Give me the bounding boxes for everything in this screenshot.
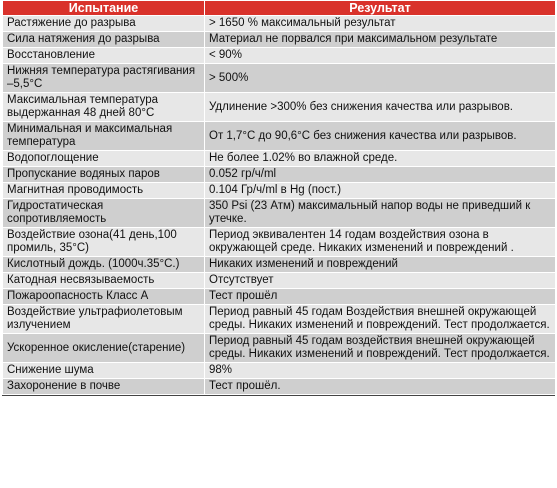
table-row: [3, 379, 556, 395]
test-result-cell: Период эквивалентен 14 годам воздействия озона в окружающей среде. Никаких изменений и повреждений .: [205, 228, 556, 257]
test-name-cell: Максимальная температура выдержанная 48 дней 80°С: [3, 93, 205, 122]
test-name-cell: Кислотный дождь. (1000ч.35°С.): [3, 257, 205, 273]
table-row: [3, 305, 556, 334]
test-name-cell: Пожароопасность Класс А: [3, 289, 205, 305]
header-test: Испытание: [3, 1, 205, 16]
table-row: [3, 48, 556, 64]
test-name-cell: Восстановление: [3, 48, 205, 64]
table-row: [3, 273, 556, 289]
table-row: [3, 334, 556, 363]
table-row: [3, 257, 556, 273]
test-result-cell: Период равный 45 годам воздействия внешней окружающей среды. Никаких изменений и повреждений. Тест продолжается.: [205, 334, 556, 363]
test-result-cell: Период равный 45 годам Воздействия внешней окружающей среды. Никаких изменений и повреждений. Тест продолжается.: [205, 305, 556, 334]
table-row: [3, 151, 556, 167]
test-result-cell: > 500%: [205, 64, 556, 93]
table-header-row: [3, 1, 556, 16]
test-results-table-wrapper: [2, 0, 555, 396]
table-row: [3, 289, 556, 305]
test-name-cell: Катодная несвязываемость: [3, 273, 205, 289]
table-row: [3, 167, 556, 183]
table-row: [3, 122, 556, 151]
table-row: [3, 16, 556, 32]
test-name-cell: Магнитная проводимость: [3, 183, 205, 199]
test-name-cell: Ускоренное окисление(старение): [3, 334, 205, 363]
test-result-cell: 98%: [205, 363, 556, 379]
test-name-cell: Водопоглощение: [3, 151, 205, 167]
test-result-cell: 0.104 Гр/ч/ml в Hg (пост.): [205, 183, 556, 199]
test-result-cell: Тест прошёл.: [205, 379, 556, 395]
test-name-cell: Воздействие ультрафиолетовым излучением: [3, 305, 205, 334]
test-result-cell: Никаких изменений и повреждений: [205, 257, 556, 273]
test-name-cell: Воздействие озона(41 день,100 промиль, 35°С): [3, 228, 205, 257]
header-result: Результат: [205, 1, 556, 16]
test-result-cell: Не более 1.02% во влажной среде.: [205, 151, 556, 167]
table-row: [3, 93, 556, 122]
test-result-cell: От 1,7°С до 90,6°С без снижения качества или разрывов.: [205, 122, 556, 151]
test-result-cell: Материал не порвался при максимальном результате: [205, 32, 556, 48]
test-name-cell: Гидростатическая сопротивляемость: [3, 199, 205, 228]
test-result-cell: 0.052 гр/ч/ml: [205, 167, 556, 183]
test-name-cell: Пропускание водяных паров: [3, 167, 205, 183]
test-name-cell: Минимальная и максимальная температура: [3, 122, 205, 151]
table-bottom-rule: [2, 395, 555, 396]
test-result-cell: > 1650 % максимальный результат: [205, 16, 556, 32]
test-name-cell: Растяжение до разрыва: [3, 16, 205, 32]
test-result-cell: Тест прошёл: [205, 289, 556, 305]
test-results-table: [2, 0, 556, 395]
test-result-cell: 350 Psi (23 Атм) максимальный напор воды не приведший к утечке.: [205, 199, 556, 228]
test-name-cell: Сила натяжения до разрыва: [3, 32, 205, 48]
table-row: [3, 32, 556, 48]
test-name-cell: Снижение шума: [3, 363, 205, 379]
test-name-cell: Захоронение в почве: [3, 379, 205, 395]
test-result-cell: Удлинение >300% без снижения качества или разрывов.: [205, 93, 556, 122]
table-row: [3, 199, 556, 228]
test-result-cell: Отсутствует: [205, 273, 556, 289]
table-row: [3, 228, 556, 257]
table-row: [3, 64, 556, 93]
table-row: [3, 363, 556, 379]
test-result-cell: < 90%: [205, 48, 556, 64]
table-row: [3, 183, 556, 199]
test-name-cell: Нижняя температура растягивания –5,5°С: [3, 64, 205, 93]
